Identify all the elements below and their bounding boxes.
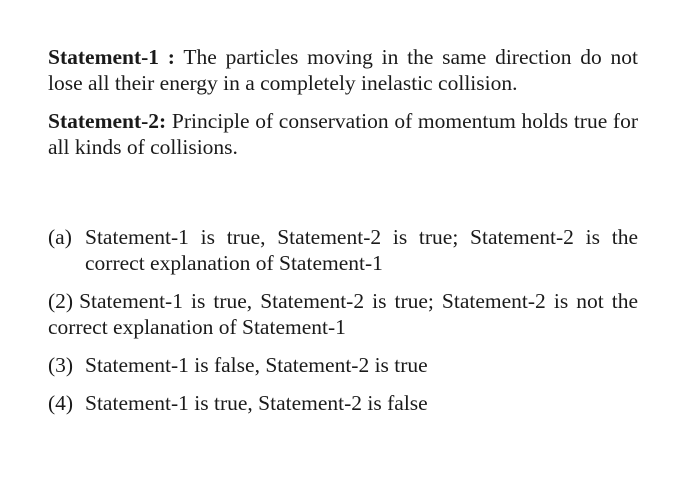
option-2-text: Statement-1 is true, Statement-2 is true; Statement-2 is not the correct explanation of Statement-1: [48, 289, 638, 339]
statement-1-label: Statement-1 :: [48, 45, 175, 69]
option-2[interactable]: [48, 288, 638, 340]
option-4[interactable]: [48, 390, 638, 416]
question-document: [48, 44, 638, 428]
option-4-number: (4): [48, 391, 74, 415]
statement-2-text: Principle of conservation of momentum holds true for all kinds of collisions.: [48, 109, 638, 159]
option-3[interactable]: [48, 352, 638, 378]
statement-1-text: The particles moving in the same direction do not lose all their energy in a completely inelastic collision.: [48, 45, 638, 95]
option-3-text: Statement-1 is false, Statement-2 is true: [85, 353, 428, 377]
option-a-text: Statement-1 is true, Statement-2 is true; Statement-2 is the correct explanation of Statement-1: [85, 225, 638, 275]
option-4-text: Statement-1 is true, Statement-2 is false: [85, 391, 428, 415]
option-3-number: (3): [48, 353, 74, 377]
option-a[interactable]: [48, 224, 638, 276]
answer-options: [48, 224, 638, 416]
option-a-number: (a): [48, 225, 72, 249]
statement-2: [48, 108, 638, 160]
statement-1: [48, 44, 638, 96]
statement-2-label: Statement-2:: [48, 109, 167, 133]
option-2-number: (2): [48, 289, 74, 313]
